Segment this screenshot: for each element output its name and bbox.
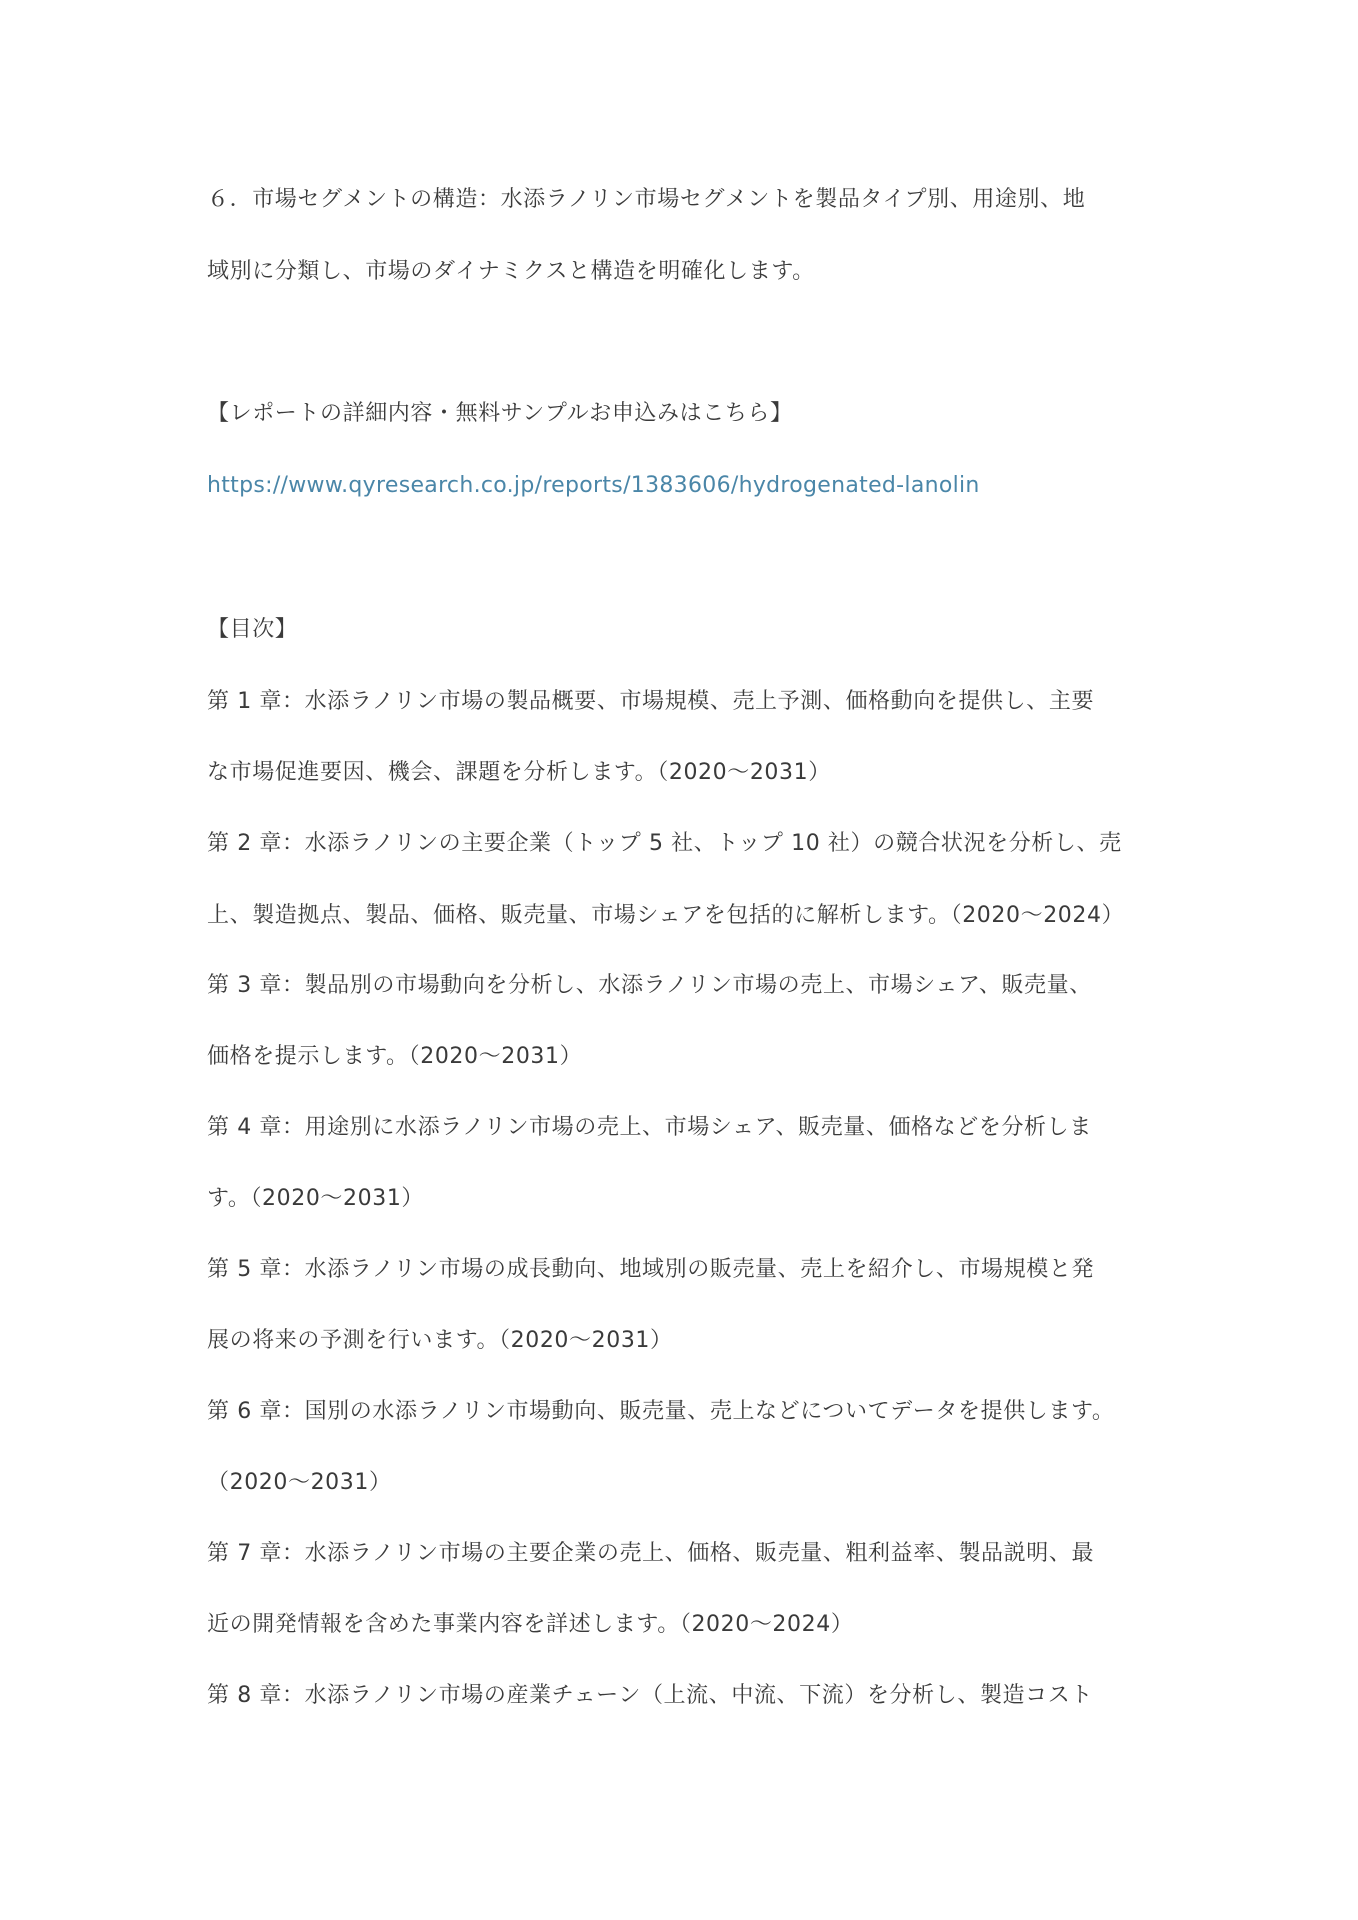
toc-line: （2020～2031） (207, 1470, 392, 1495)
segment-paragraph-line-2: 域別に分類し、市場のダイナミクスと構造を明確化します。 (207, 259, 815, 284)
toc-line: 第 7 章：水添ラノリン市場の主要企業の売上、価格、販売量、粗利益率、製品説明、最 (207, 1541, 1095, 1566)
toc-line: 展の将来の予測を行います。（2020～2031） (207, 1328, 673, 1353)
toc-line: な市場促進要因、機会、課題を分析します。（2020～2031） (207, 760, 831, 785)
toc-line: 価格を提示します。（2020～2031） (207, 1044, 583, 1069)
toc-line: 第 8 章：水添ラノリン市場の産業チェーン（上流、中流、下流）を分析し、製造コスト (207, 1683, 1093, 1708)
toc-line: 第 4 章：用途別に水添ラノリン市場の売上、市場シェア、販売量、価格などを分析しま (207, 1115, 1092, 1140)
toc-line: 第 5 章：水添ラノリン市場の成長動向、地域別の販売量、売上を紹介し、市場規模と発 (207, 1257, 1095, 1282)
toc-line: 第 2 章：水添ラノリンの主要企業（トップ 5 社、トップ 10 社）の競合状況を分析し、売 (207, 831, 1122, 856)
toc-heading: 【目次】 (207, 617, 298, 642)
toc-line: 第 6 章：国別の水添ラノリン市場動向、販売量、売上などについてデータを提供します。 (207, 1399, 1115, 1424)
report-link-url[interactable]: https://www.qyresearch.co.jp/reports/1383606/hydrogenated-lanolin (207, 473, 980, 498)
toc-line: 第 3 章：製品別の市場動向を分析し、水添ラノリン市場の売上、市場シェア、販売量、 (207, 973, 1092, 998)
toc-line: 第 1 章：水添ラノリン市場の製品概要、市場規模、売上予測、価格動向を提供し、主要 (207, 689, 1095, 714)
segment-paragraph-line-1: ６．市場セグメントの構造：水添ラノリン市場セグメントを製品タイプ別、用途別、地 (207, 187, 1086, 212)
toc-line: 上、製造拠点、製品、価格、販売量、市場シェアを包括的に解析します。（2020～2024） (207, 903, 1125, 928)
toc-line: す。（2020～2031） (207, 1186, 425, 1211)
report-link-heading: 【レポートの詳細内容・無料サンプルお申込みはこちら】 (207, 401, 793, 426)
toc-line: 近の開発情報を含めた事業内容を詳述します。（2020～2024） (207, 1612, 854, 1637)
